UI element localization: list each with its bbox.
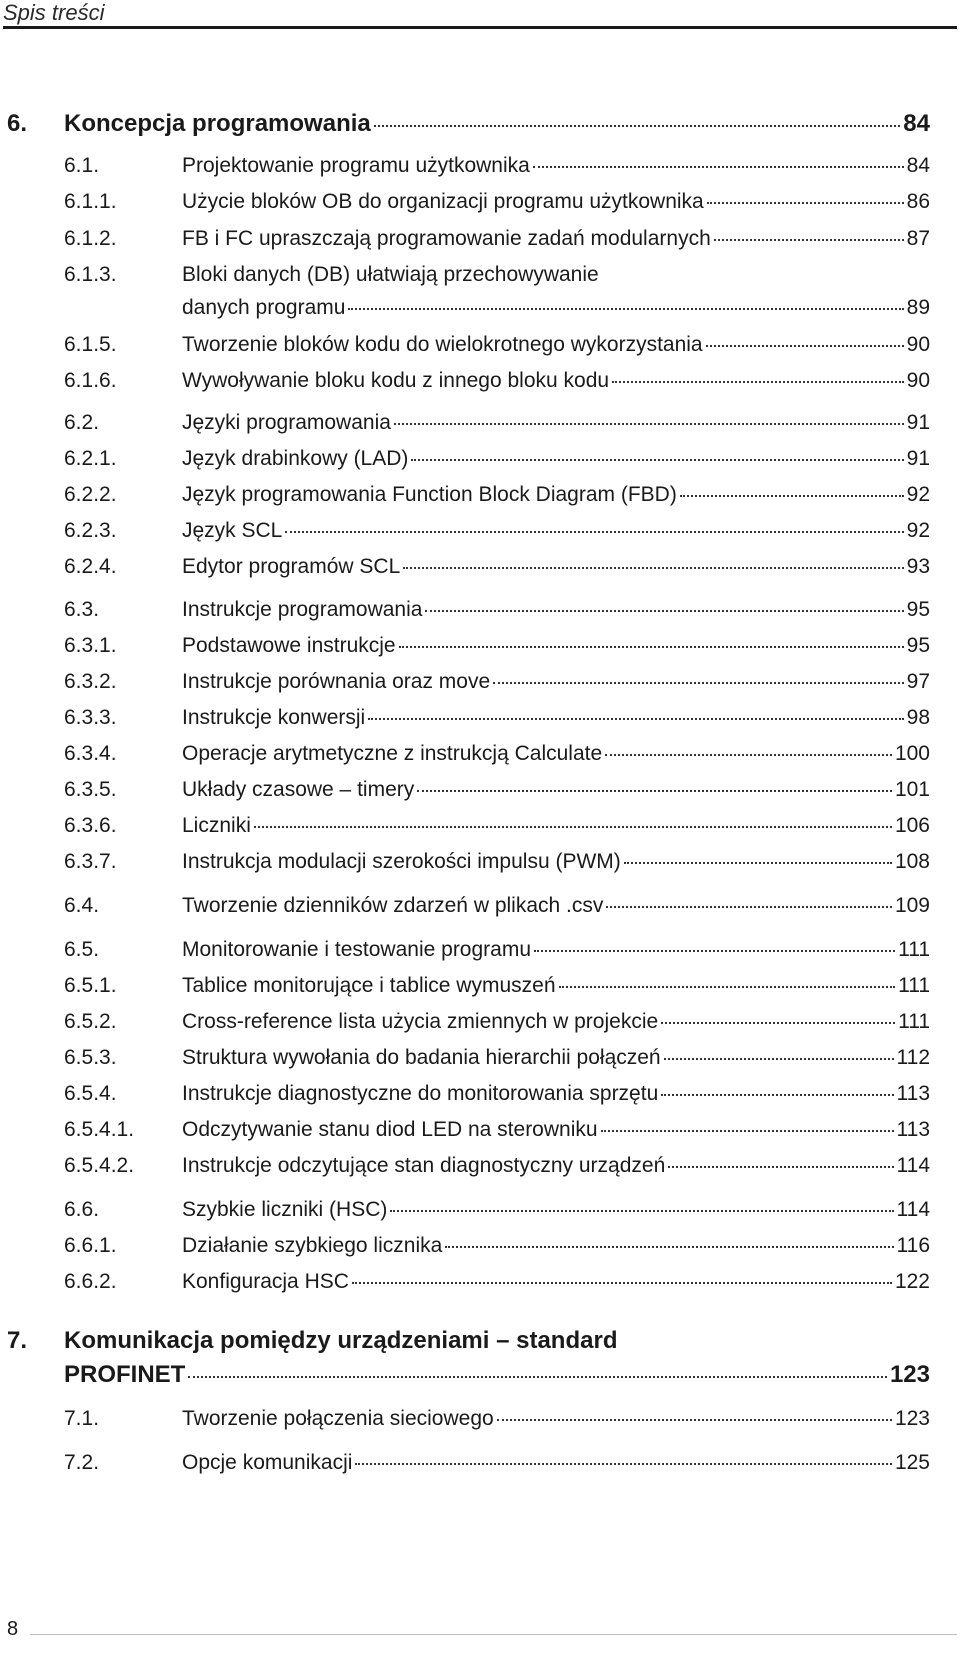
toc-number: 6.1.2. xyxy=(64,227,117,250)
toc-title: Języki programowania xyxy=(182,411,391,434)
toc-number: 6.2.2. xyxy=(64,483,117,506)
dot-leader xyxy=(188,1376,887,1378)
toc-title: Edytor programów SCL xyxy=(182,555,401,578)
dot-leader xyxy=(559,986,896,988)
toc-number: 6.3.3. xyxy=(64,706,117,729)
toc-page: 112 xyxy=(896,1046,930,1069)
toc-page: 90 xyxy=(906,333,930,356)
page-number: 8 xyxy=(7,1618,19,1640)
dot-leader xyxy=(254,826,892,828)
toc-number: 6.1. xyxy=(64,154,100,177)
toc-number: 6.6.1. xyxy=(64,1234,117,1257)
toc-page: 125 xyxy=(894,1451,930,1474)
dot-leader xyxy=(606,906,892,908)
toc-title: Instrukcje programowania xyxy=(182,598,423,621)
toc-page: 95 xyxy=(906,598,930,621)
toc-title: Użycie bloków OB do organizacji programu użytkownika xyxy=(182,190,704,213)
toc-title: Odczytywanie stanu diod LED na sterowniku xyxy=(182,1118,598,1141)
toc-number: 7.2. xyxy=(64,1451,100,1474)
dot-leader xyxy=(374,125,901,127)
toc-number: 6.5.3. xyxy=(64,1046,117,1069)
toc-title-line1: Bloki danych (DB) ułatwiają przechowywanie xyxy=(182,263,599,286)
toc-page: 113 xyxy=(896,1082,930,1105)
footer-divider xyxy=(30,1634,957,1635)
toc-page: 114 xyxy=(896,1154,930,1177)
toc-title: Instrukcje porównania oraz move xyxy=(182,670,491,693)
dot-leader xyxy=(668,1166,893,1168)
dot-leader xyxy=(348,308,903,310)
section-title: Spis treści xyxy=(3,0,105,25)
toc-title: danych programu xyxy=(182,296,346,319)
toc-page: 116 xyxy=(896,1234,930,1257)
toc-page: 84 xyxy=(906,154,930,177)
dot-leader xyxy=(680,495,904,497)
toc-page: 100 xyxy=(894,742,930,765)
dot-leader xyxy=(285,531,903,533)
dot-leader xyxy=(355,1463,892,1465)
toc-number: 6.2.4. xyxy=(64,555,117,578)
dot-leader xyxy=(394,423,904,425)
toc-page: 89 xyxy=(906,296,930,319)
dot-leader xyxy=(661,1022,895,1024)
toc-number: 6.3.2. xyxy=(64,670,117,693)
toc-page: 111 xyxy=(898,1010,930,1033)
toc-page: 93 xyxy=(906,555,930,578)
toc-page: 86 xyxy=(906,190,930,213)
toc-number: 6.1.1. xyxy=(64,190,117,213)
toc-title: Cross-reference lista użycia zmiennych w projekcie xyxy=(182,1010,659,1033)
toc-page: 123 xyxy=(894,1407,930,1430)
toc-number: 6.2.3. xyxy=(64,519,117,542)
dot-leader xyxy=(605,754,892,756)
toc-number: 6.3.6. xyxy=(64,814,117,837)
toc-page: 87 xyxy=(906,227,930,250)
dot-leader xyxy=(403,567,903,569)
dot-leader xyxy=(624,862,892,864)
toc-title: Instrukcje konwersji xyxy=(182,706,366,729)
dot-leader xyxy=(533,166,904,168)
toc-page: 122 xyxy=(894,1270,930,1293)
toc-title: Język SCL xyxy=(182,519,283,542)
toc-page: 90 xyxy=(906,369,930,392)
toc-title: Tworzenie połączenia sieciowego xyxy=(182,1407,494,1430)
toc-title: Instrukcja modulacji szerokości impulsu (PWM) xyxy=(182,850,621,873)
toc-page: 91 xyxy=(906,447,930,470)
dot-leader xyxy=(390,1210,893,1212)
dot-leader xyxy=(612,381,904,383)
toc-number: 6.3.1. xyxy=(64,634,117,657)
toc-page: 92 xyxy=(906,519,930,542)
dot-leader xyxy=(399,646,904,648)
toc-page: 101 xyxy=(894,778,930,801)
dot-leader xyxy=(425,610,903,612)
toc-number: 6.5.4.2. xyxy=(64,1154,135,1177)
toc-number: 6.1.5. xyxy=(64,333,117,356)
toc-page: 97 xyxy=(906,670,930,693)
toc-title: Operacje arytmetyczne z instrukcją Calculate xyxy=(182,742,603,765)
toc-title: Tworzenie bloków kodu do wielokrotnego wykorzystania xyxy=(182,333,703,356)
dot-leader xyxy=(497,1419,892,1421)
dot-leader xyxy=(706,345,904,347)
toc-number: 6. xyxy=(7,110,28,137)
toc-number: 6.1.3. xyxy=(64,263,117,286)
toc-title: Monitorowanie i testowanie programu xyxy=(182,938,532,961)
toc-page: 114 xyxy=(896,1198,930,1221)
toc-title-line1: Komunikacja pomiędzy urządzeniami – standard xyxy=(64,1327,618,1354)
toc-number: 6.5.2. xyxy=(64,1010,117,1033)
toc-title: Język programowania Function Block Diagram (FBD) xyxy=(182,483,677,506)
dot-leader xyxy=(417,790,892,792)
dot-leader xyxy=(661,1094,893,1096)
toc-title: Liczniki xyxy=(182,814,251,837)
toc-title: FB i FC upraszczają programowanie zadań modularnych xyxy=(182,227,711,250)
toc-number: 7. xyxy=(7,1327,28,1354)
toc-number: 6.5.4. xyxy=(64,1082,117,1105)
toc-number: 6.4. xyxy=(64,894,100,917)
toc-title: PROFINET xyxy=(64,1361,186,1388)
toc-page: 91 xyxy=(906,411,930,434)
toc-number: 6.2.1. xyxy=(64,447,117,470)
toc-number: 6.3.5. xyxy=(64,778,117,801)
dot-leader xyxy=(368,718,903,720)
toc-title: Projektowanie programu użytkownika xyxy=(182,154,530,177)
toc-page: 108 xyxy=(894,850,930,873)
toc-page: 111 xyxy=(898,974,930,997)
toc-number: 6.5.1. xyxy=(64,974,117,997)
toc-number: 6.3.7. xyxy=(64,850,117,873)
toc-number: 6.3. xyxy=(64,598,100,621)
toc-title: Język drabinkowy (LAD) xyxy=(182,447,409,470)
toc-title: Układy czasowe – timery xyxy=(182,778,415,801)
toc-number: 6.6. xyxy=(64,1198,100,1221)
toc-title: Instrukcje diagnostyczne do monitorowania sprzętu xyxy=(182,1082,659,1105)
dot-leader xyxy=(493,682,903,684)
toc-page: 111 xyxy=(898,938,930,961)
toc-title: Działanie szybkiego licznika xyxy=(182,1234,443,1257)
toc-page: 106 xyxy=(894,814,930,837)
toc-page: 84 xyxy=(903,110,930,137)
toc-number: 6.5. xyxy=(64,938,100,961)
dot-leader xyxy=(534,950,895,952)
toc-page: 123 xyxy=(889,1361,930,1388)
toc-page: 98 xyxy=(906,706,930,729)
toc-title: Koncepcja programowania xyxy=(64,110,371,137)
toc-page: 95 xyxy=(906,634,930,657)
dot-leader xyxy=(601,1130,894,1132)
toc-number: 6.1.6. xyxy=(64,369,117,392)
toc-page: 109 xyxy=(894,894,930,917)
toc-title: Konfiguracja HSC xyxy=(182,1270,349,1293)
toc-title: Struktura wywołania do badania hierarchii połączeń xyxy=(182,1046,661,1069)
toc-title: Tablice monitorujące i tablice wymuszeń xyxy=(182,974,556,997)
toc-page: 92 xyxy=(906,483,930,506)
toc-number: 6.3.4. xyxy=(64,742,117,765)
dot-leader xyxy=(411,459,903,461)
toc-number: 6.2. xyxy=(64,411,100,434)
dot-leader xyxy=(352,1282,892,1284)
toc-title: Podstawowe instrukcje xyxy=(182,634,396,657)
toc-number: 6.6.2. xyxy=(64,1270,117,1293)
dot-leader xyxy=(707,202,904,204)
toc-page: 113 xyxy=(896,1118,930,1141)
toc-title: Instrukcje odczytujące stan diagnostyczny urządzeń xyxy=(182,1154,666,1177)
toc-number: 7.1. xyxy=(64,1407,100,1430)
toc-number: 6.5.4.1. xyxy=(64,1118,135,1141)
dot-leader xyxy=(714,239,904,241)
toc-title: Tworzenie dzienników zdarzeń w plikach .csv xyxy=(182,894,604,917)
dot-leader xyxy=(664,1058,894,1060)
toc-title: Szybkie liczniki (HSC) xyxy=(182,1198,388,1221)
toc-title: Wywoływanie bloku kodu z innego bloku kodu xyxy=(182,369,610,392)
toc-title: Opcje komunikacji xyxy=(182,1451,353,1474)
dot-leader xyxy=(445,1246,893,1248)
